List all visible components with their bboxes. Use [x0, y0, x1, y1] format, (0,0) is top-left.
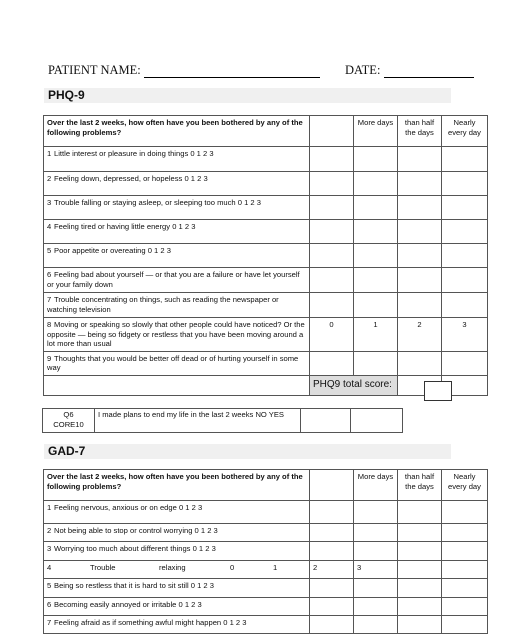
phq9-title: PHQ-9 [48, 88, 85, 102]
date-line[interactable] [384, 65, 474, 78]
phq9-item-row[interactable]: 1 Little interest or pleasure in doing things 0 1 2 3 [44, 147, 488, 172]
phq9-col-more-days: More days [354, 116, 398, 147]
phq9-total-row [44, 375, 488, 395]
gad7-item-text: Being so restless that it is hard to sit still 0 1 2 3 [54, 581, 214, 590]
gad7-item4-score-0[interactable]: 0 [230, 563, 235, 572]
phq9-item-text: Feeling bad about yourself — or that you are a failure or have let yourself or your family down [47, 270, 300, 289]
phq9-item-row[interactable]: 9 Thoughts that you would be better off dead or of hurting yourself in some way [44, 351, 488, 375]
gad7-question-header: Over the last 2 weeks, how often have you been bothered by any of the following problems? [44, 470, 310, 501]
core10-table [42, 408, 403, 433]
gad7-item-row[interactable]: 3 Worrying too much about different things 0 1 2 3 [44, 542, 488, 561]
phq9-item-row[interactable]: 4 Feeling tired or having little energy 0 1 2 3 [44, 220, 488, 244]
phq9-item-text: Poor appetite or overeating 0 1 2 3 [54, 246, 171, 255]
gad7-item-row[interactable]: 4 Trouble relaxing 0 1 2 3 [44, 561, 488, 579]
phq9-item-text: Trouble concentrating on things, such as reading the newspaper or watching television [47, 295, 279, 314]
core10-yes-box[interactable] [351, 409, 403, 433]
phq9-item-row[interactable]: 3 Trouble falling or staying asleep, or sleeping too much 0 1 2 3 [44, 196, 488, 220]
phq9-item-text: Trouble falling or staying asleep, or sleeping too much 0 1 2 3 [54, 198, 261, 207]
gad7-item-text: Becoming easily annoyed or irritable 0 1 2 3 [54, 600, 202, 609]
gad7-item-text: Not being able to stop or control worrying 0 1 2 3 [54, 526, 218, 535]
gad7-item-row[interactable]: 6 Becoming easily annoyed or irritable 0 1 2 3 [44, 598, 488, 616]
core10-question-text: I made plans to end my life in the last 2 weeks NO YES [95, 409, 301, 433]
phq9-item-text: Thoughts that you would be better off dead or of hurting yourself in some way [47, 353, 299, 372]
phq9-total-label: PHQ9 total score: [310, 375, 398, 395]
gad7-item4-score-3[interactable]: 3 [354, 561, 398, 579]
phq9-table [43, 115, 488, 396]
phq9-item-text: Little interest or pleasure in doing things 0 1 2 3 [54, 149, 214, 158]
patient-name-line[interactable] [144, 65, 320, 78]
gad7-item4-score-2[interactable]: 2 [310, 561, 354, 579]
gad7-table [43, 469, 488, 634]
gad7-item-text: Feeling afraid as if something awful might happen 0 1 2 3 [54, 618, 247, 627]
phq9-item-text: Moving or speaking so slowly that other people could have noticed? Or the opposite — being so fidgety or restless that you have been moving around a lot more than usual [47, 320, 305, 348]
patient-name-label: PATIENT NAME: [48, 63, 141, 77]
phq9-score-3[interactable]: 3 [442, 318, 488, 352]
gad7-item-row[interactable]: 1 Feeling nervous, anxious or on edge 0 1 2 3 [44, 501, 488, 524]
phq9-score-1[interactable]: 1 [354, 318, 398, 352]
gad7-item-row[interactable]: 7 Feeling afraid as if something awful might happen 0 1 2 3 [44, 616, 488, 634]
gad7-item-row[interactable]: 2 Not being able to stop or control worrying 0 1 2 3 [44, 524, 488, 542]
date-field[interactable] [345, 63, 474, 78]
phq9-item-row[interactable]: 6 Feeling bad about yourself — or that you are a failure or have let yourself or your family down [44, 268, 488, 293]
phq9-item-row[interactable]: 8 Moving or speaking so slowly that other people could have noticed? Or the opposite — being so fidgety or restless that you have been moving around a lot more than usual 0 1 2 3 [44, 318, 488, 352]
gad7-header-row [44, 470, 488, 501]
gad7-item4-word1: Trouble [90, 563, 116, 572]
phq9-header-row [44, 116, 488, 147]
phq9-col-nearly: Nearly every day [442, 116, 488, 147]
gad7-item-text: Worrying too much about different things 0 1 2 3 [54, 544, 216, 553]
gad7-item4-score-1[interactable]: 1 [273, 563, 278, 572]
phq9-question-header: Over the last 2 weeks, how often have you been bothered by any of the following problems? [44, 116, 310, 147]
phq9-item-text: Feeling down, depressed, or hopeless 0 1 2 3 [54, 174, 208, 183]
gad7-col-nearly: Nearly every day [442, 470, 488, 501]
phq9-score-2[interactable]: 2 [398, 318, 442, 352]
gad7-title-band [44, 444, 451, 459]
phq9-item-text: Feeling tired or having little energy 0 1 2 3 [54, 222, 196, 231]
gad7-item4-word2: relaxing [159, 563, 186, 572]
date-label: DATE: [345, 63, 381, 77]
phq9-score-0[interactable]: 0 [310, 318, 354, 352]
gad7-col-half: than half the days [398, 470, 442, 501]
phq9-col-half: than half the days [398, 116, 442, 147]
core10-no-box[interactable] [301, 409, 351, 433]
core10-label: Q6 CORE10 [43, 409, 95, 433]
phq9-item-row[interactable]: 7 Trouble concentrating on things, such as reading the newspaper or watching television [44, 293, 488, 318]
patient-name-field[interactable] [48, 63, 320, 78]
phq9-item-row[interactable]: 5 Poor appetite or overeating 0 1 2 3 [44, 244, 488, 268]
gad7-item-row[interactable]: 5 Being so restless that it is hard to sit still 0 1 2 3 [44, 579, 488, 598]
gad7-item-text: Feeling nervous, anxious or on edge 0 1 2 3 [54, 503, 203, 512]
phq9-item-row[interactable]: 2 Feeling down, depressed, or hopeless 0 1 2 3 [44, 172, 488, 196]
phq9-total-score-box[interactable] [424, 381, 452, 401]
gad7-title: GAD-7 [48, 444, 86, 458]
phq9-title-band [44, 88, 451, 103]
gad7-col-more-days: More days [354, 470, 398, 501]
